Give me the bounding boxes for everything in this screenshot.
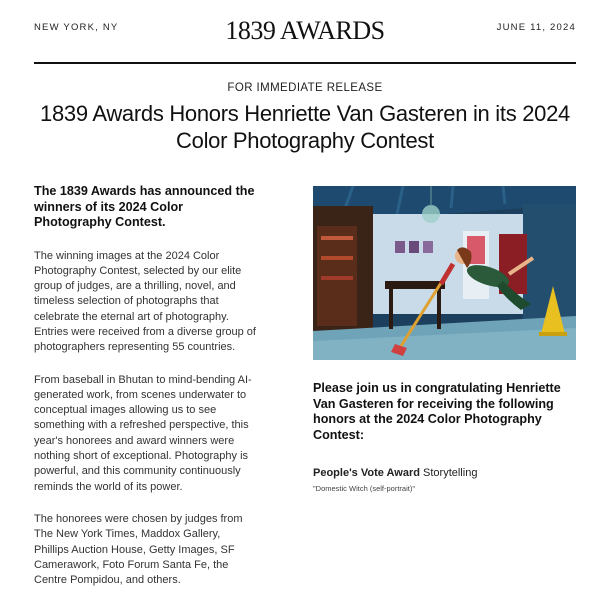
award-entry — [313, 467, 576, 479]
winning-photo — [313, 186, 576, 360]
header-divider — [34, 62, 576, 64]
location-label: NEW YORK, NY — [34, 22, 119, 33]
awards-logo[interactable]: 1839 AWARDS — [225, 16, 385, 45]
award-sidebar — [313, 186, 576, 493]
body-paragraph: The honorees were chosen by judges from The New York Times, Maddox Gallery, Phillips Auction House, Getty Images, SF Camerawork, Foto Forum Santa Fe, the Centre Pompidou, and others. — [34, 512, 243, 587]
lead-paragraph: The 1839 Awards has announced the winners of its 2024 Color Photography Contest. — [34, 184, 255, 229]
work-title: "Domestic Witch (self-portrait)" — [313, 484, 416, 493]
masthead — [34, 14, 576, 62]
congratulations-text: Please join us in congratulating Henriette Van Gasteren for receiving the following honors at the 2024 Color Photography Contest: — [313, 381, 561, 442]
release-label: FOR IMMEDIATE RELEASE — [227, 82, 383, 94]
body-paragraph: From baseball in Bhutan to mind-bending AI-generated work, from scenes underwater to conceptual images allowing us to see something with a refreshed perspective, this year's honorees and award winners were nothing short of exceptional. Photography is powerful, and this community continuously reminds the world of its power. — [34, 373, 252, 493]
article-body — [34, 184, 256, 605]
award-name: People's Vote Award — [313, 467, 420, 479]
date-label: JUNE 11, 2024 — [496, 22, 576, 33]
award-category: Storytelling — [423, 467, 478, 479]
body-paragraph: The winning images at the 2024 Color Photography Contest, selected by our elite group of judges, are a thrilling, novel, and timeless selection of photographs that celebrate the eternal art of photography. Entries were received from a diverse group of photographers representing 55 countries. — [34, 249, 256, 354]
headline: 1839 Awards Honors Henriette Van Gasteren in its 2024 Color Photography Contest — [40, 101, 570, 153]
photo-illustration — [313, 186, 576, 360]
